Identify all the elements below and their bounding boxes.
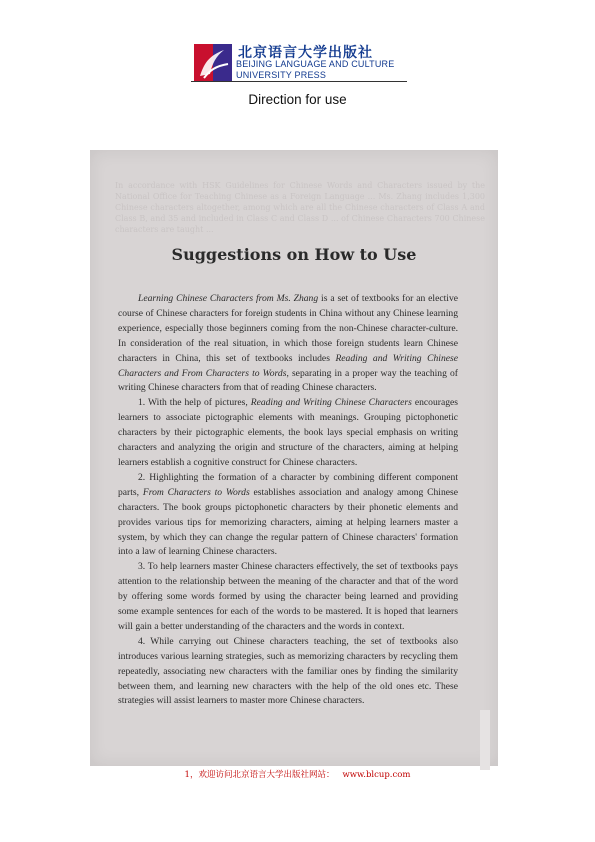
paragraph-point-2 [118,471,458,560]
paragraph-text: 1. With the help of pictures, [138,397,251,409]
paragraph-text: , separating in a proper way the teaching of writing Chinese characters from that of reading Chinese characters. [118,367,458,394]
book-title-italic: Learning Chinese Characters from Ms. Zhang [138,293,319,304]
page-header [0,0,595,90]
scan-edge-artifact [480,710,490,770]
scan-title: Suggestions on How to Use [171,245,417,264]
document-heading: Direction for use [248,92,347,107]
book-title-italic: Reading and Writing Chinese Characters and From Characters to Words [118,352,458,379]
book-title-italic: Reading and Writing Chinese Characters [250,397,412,409]
scan-body [118,292,458,709]
paragraph-point-4 [118,635,458,710]
paragraph-text: 4. While carrying out Chinese characters teaching, the set of textbooks also introduces various learning strategies, such as memorizing characters by recycling them repeatedly, associating new characters with the familiar ones by finding the similarity between them, and learning new characters with the help of the old ones etc. These strategies will assist learners to master more Chinese characters. [118,635,458,707]
scanned-page-image [90,150,498,766]
brand-name-english-line2: UNIVERSITY PRESS [236,70,327,80]
paragraph-text: is a set of textbooks for an elective course of Chinese characters for foreign students in China without any Chinese learning experience, especially those beginners coming from the non-Chinese character-culture. In consideration of the real situation, in which those foreign students learn Chinese characters in China, this set of textbooks includes [118,293,458,364]
press-logo-icon [194,44,232,82]
book-title-italic: From Characters to Words [142,486,250,498]
header-divider [191,81,407,82]
page-footer [0,768,595,780]
paragraph-intro [118,292,458,396]
paragraph-text: 2. Highlighting the formation of a character by combining different component parts, [118,471,458,498]
brand-name-chinese: 北京语言大学出版社 [238,45,373,61]
bleed-through-text: In accordance with HSK Guidelines for Chinese Words and Characters issued by the National Office for Teaching Chinese as a Foreign Language ... Ms. Zhang includes 1,300 Chinese characters altogether, among which are all the Chinese characters of Class A and Class B, and 35 and included in Class C and Class D ... of Chinese Characters 700 Chinese characters are taught ... [115,181,485,234]
footer-website-link[interactable]: www.blcup.com [342,770,411,780]
paragraph-text: 3. To help learners master Chinese characters effectively, the set of textbooks pays attention to the relationship between the meaning of the character and that of the word by offering some words formed by using the character being learned and providing some example sentences for each of the words to be mastered. It is hoped that learners will gain a better understanding of the characters and the words in context. [118,561,458,632]
paragraph-text: encourages learners to associate pictographic elements with meanings. Grouping pictophonetic characters by their pictographic elements, the book lays special emphasis on writing characters and analyzing the origin and structure of the characters, aiming at helping learners establish a cognitive construct for Chinese characters. [118,397,458,468]
paragraph-point-3 [118,560,458,635]
paragraph-point-1 [118,396,458,471]
paragraph-text: establishes association and analogy among Chinese characters. The book groups pictophonetic characters by their phonetic elements and provides various tips for memorizing characters, aiming at helping learners master a system, by which they can change the regular pattern of Chinese characters' formation into a law of learning Chinese characters. [118,486,458,558]
brand-name-english-line1: BEIJING LANGUAGE AND CULTURE [236,59,395,69]
footer-text: 1，欢迎访问北京语言大学出版社网站： [184,770,335,780]
